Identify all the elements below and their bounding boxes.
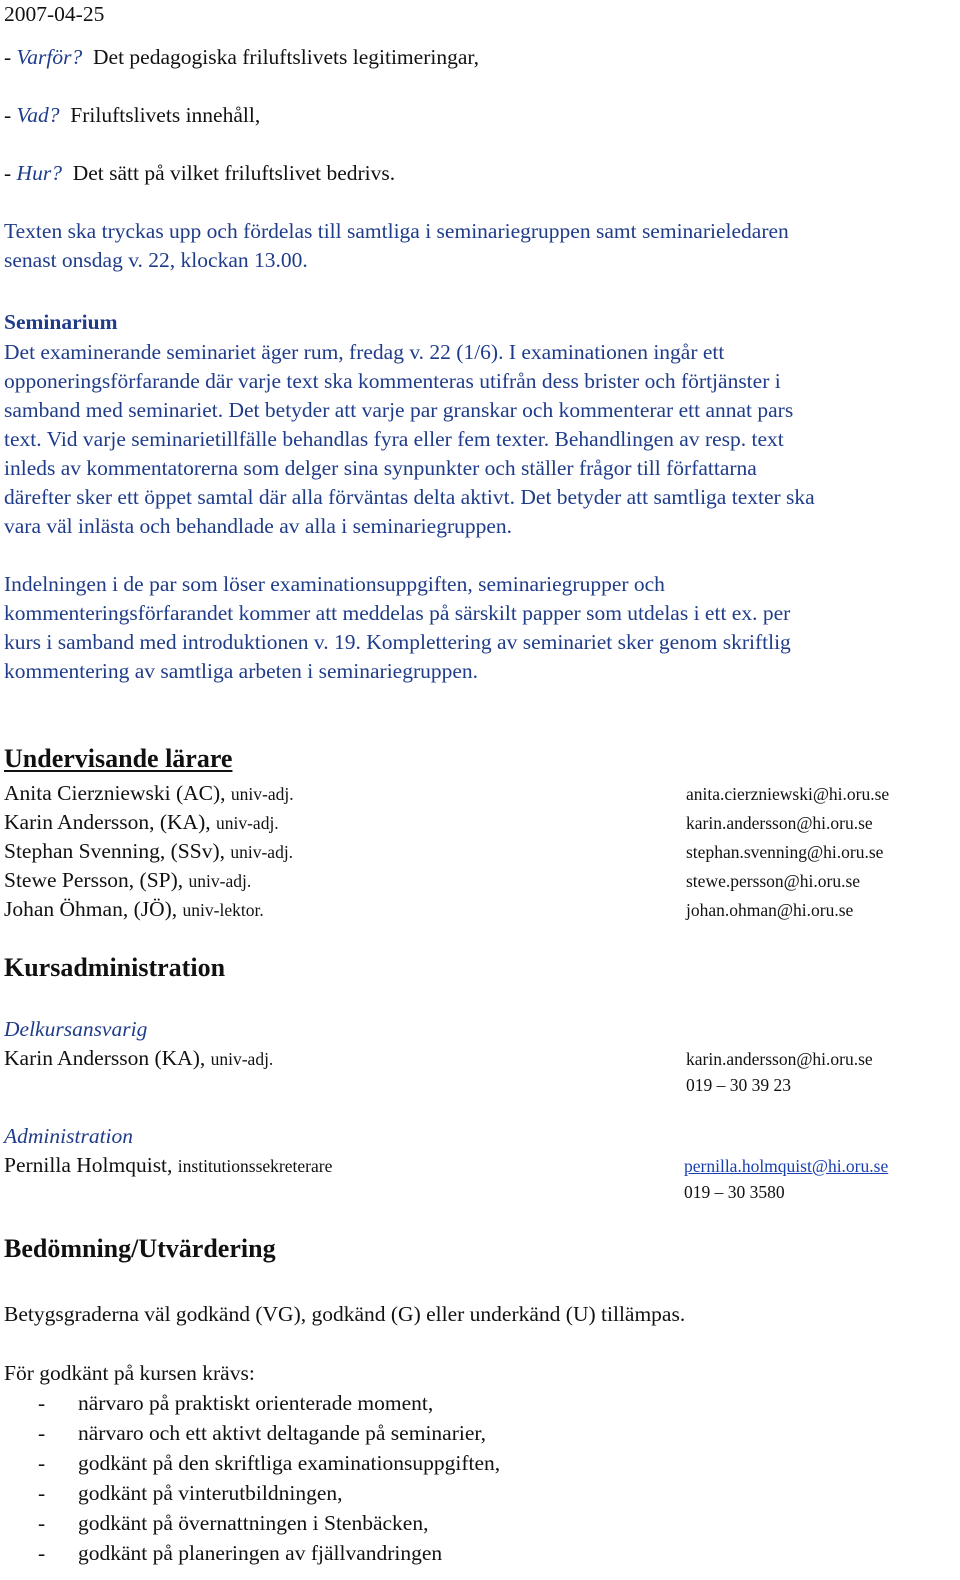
teacher-name-text: Karin Andersson, (KA), xyxy=(4,810,216,834)
teacher-email[interactable]: stewe.persson@hi.oru.se xyxy=(686,871,861,891)
delkurs-name xyxy=(4,1044,273,1074)
teacher-title: univ-adj. xyxy=(230,842,294,862)
indelning-line: Indelningen i de par som löser examinationsuppgiften, seminariegrupper och xyxy=(4,572,665,596)
delkurs-email[interactable]: karin.andersson@hi.oru.se xyxy=(686,1049,873,1069)
bullet-dash: - xyxy=(38,1451,46,1475)
teachers-heading: Undervisande lärare xyxy=(4,744,233,773)
bullet-dash: - xyxy=(38,1391,46,1415)
requirement-item xyxy=(38,1388,433,1418)
administration-name xyxy=(4,1151,332,1181)
indelning-line: kommenteringsförfarandet kommer att meddelas på särskilt papper som utdelas i ett ex. per xyxy=(4,601,791,625)
requirement-item xyxy=(38,1418,486,1448)
question-line-what: - Vad? Friluftslivets innehåll, xyxy=(4,103,261,127)
grades-text: Betygsgraderna väl godkänd (VG), godkänd (G) eller underkänd (U) tillämpas. xyxy=(4,1302,686,1326)
seminarium-line: vara väl inlästa och behandlade av alla i seminariegruppen. xyxy=(4,514,513,538)
question-answer: Det pedagogiska friluftslivets legitimeringar, xyxy=(93,45,480,69)
administration-phone: 019 – 30 3580 xyxy=(684,1182,785,1202)
requirement-item xyxy=(38,1448,500,1478)
requirement-text: godkänt på vinterutbildningen, xyxy=(78,1481,343,1505)
teacher-name xyxy=(4,895,264,925)
teacher-title: univ-adj. xyxy=(188,871,252,891)
bullet-dash: - xyxy=(38,1481,46,1505)
requirement-item xyxy=(38,1538,442,1568)
teacher-title: univ-adj. xyxy=(215,813,279,833)
teacher-name xyxy=(4,808,279,838)
delkurs-name-text: Karin Andersson (KA), xyxy=(4,1046,211,1070)
teacher-name-text: Johan Öhman, (JÖ), xyxy=(4,897,183,921)
teacher-name xyxy=(4,779,294,809)
seminarium-heading: Seminarium xyxy=(4,310,118,334)
requirements-intro: För godkänt på kursen krävs: xyxy=(4,1361,255,1385)
assessment-heading: Bedömning/Utvärdering xyxy=(4,1234,276,1263)
question-line-how: - Hur? Det sätt på vilket friluftslivet bedrivs. xyxy=(4,161,396,185)
teacher-email[interactable]: johan.ohman@hi.oru.se xyxy=(686,900,854,920)
teacher-title: univ-lektor. xyxy=(182,900,264,920)
teacher-name xyxy=(4,866,251,896)
teacher-email[interactable]: stephan.svenning@hi.oru.se xyxy=(686,842,884,862)
delkurs-title: univ-adj. xyxy=(210,1049,274,1069)
administration-label: Administration xyxy=(4,1124,134,1148)
question-label: Vad? xyxy=(16,103,60,127)
teacher-name-text: Stephan Svenning, (SSv), xyxy=(4,839,231,863)
seminarium-line: samband med seminariet. Det betyder att varje par granskar och kommenterar ett annat pars xyxy=(4,398,794,422)
teacher-email[interactable]: anita.cierzniewski@hi.oru.se xyxy=(686,784,890,804)
indelning-line: kommentering av samtliga arbeten i seminariegruppen. xyxy=(4,659,479,683)
seminarium-line: text. Vid varje seminarietillfälle behandlas fyra eller fem texter. Behandlingen av resp. text xyxy=(4,427,784,451)
bullet-dash: - xyxy=(38,1421,46,1445)
teacher-email[interactable]: karin.andersson@hi.oru.se xyxy=(686,813,873,833)
requirement-item xyxy=(38,1478,343,1508)
question-label: Varför? xyxy=(16,45,83,69)
teacher-name-text: Stewe Persson, (SP), xyxy=(4,868,189,892)
submit-text-line: senast onsdag v. 22, klockan 13.00. xyxy=(4,248,308,272)
teacher-title: univ-adj. xyxy=(230,784,294,804)
seminarium-line: opponeringsförfarande där varje text ska kommenteras utifrån dess brister och förtjänster i xyxy=(4,369,781,393)
seminarium-line: därefter sker ett öppet samtal där alla förväntas delta aktivt. Det betyder att samtliga texter ska xyxy=(4,485,815,509)
indelning-line: kurs i samband med introduktionen v. 19. Komplettering av seminariet sker genom skriftlig xyxy=(4,630,791,654)
delkurs-label: Delkursansvarig xyxy=(4,1017,148,1041)
administration-title: institutionssekreterare xyxy=(177,1156,333,1176)
question-answer: Det sätt på vilket friluftslivet bedrivs. xyxy=(72,161,396,185)
teacher-name-text: Anita Cierzniewski (AC), xyxy=(4,781,231,805)
requirement-text: närvaro på praktiskt orienterade moment, xyxy=(78,1391,434,1415)
administration-email-link[interactable]: pernilla.holmquist@hi.oru.se xyxy=(684,1156,889,1176)
question-label: Hur? xyxy=(16,161,62,185)
document-date: 2007-04-25 xyxy=(4,2,105,26)
teacher-name xyxy=(4,837,293,867)
requirement-text: godkänt på den skriftliga examinationsuppgiften, xyxy=(78,1451,501,1475)
admin-heading: Kursadministration xyxy=(4,953,226,982)
requirement-text: närvaro och ett aktivt deltagande på seminarier, xyxy=(78,1421,487,1445)
requirement-item xyxy=(38,1508,428,1538)
seminarium-line: inleds av kommentatorerna som delger sina synpunkter och ställer frågor till författarna xyxy=(4,456,757,480)
bullet-dash: - xyxy=(38,1541,46,1565)
administration-name-text: Pernilla Holmquist, xyxy=(4,1153,178,1177)
seminarium-line: Det examinerande seminariet äger rum, fredag v. 22 (1/6). I examinationen ingår ett xyxy=(4,340,725,364)
delkurs-phone: 019 – 30 39 23 xyxy=(686,1075,791,1095)
submit-text-line: Texten ska tryckas upp och fördelas till samtliga i seminariegruppen samt seminarieledaren xyxy=(4,219,789,243)
requirement-text: godkänt på planeringen av fjällvandringen xyxy=(78,1541,443,1565)
question-line-why: - Varför? Det pedagogiska friluftslivets legitimeringar, xyxy=(4,45,480,69)
bullet-dash: - xyxy=(38,1511,46,1535)
requirement-text: godkänt på övernattningen i Stenbäcken, xyxy=(78,1511,429,1535)
question-answer: Friluftslivets innehåll, xyxy=(70,103,261,127)
